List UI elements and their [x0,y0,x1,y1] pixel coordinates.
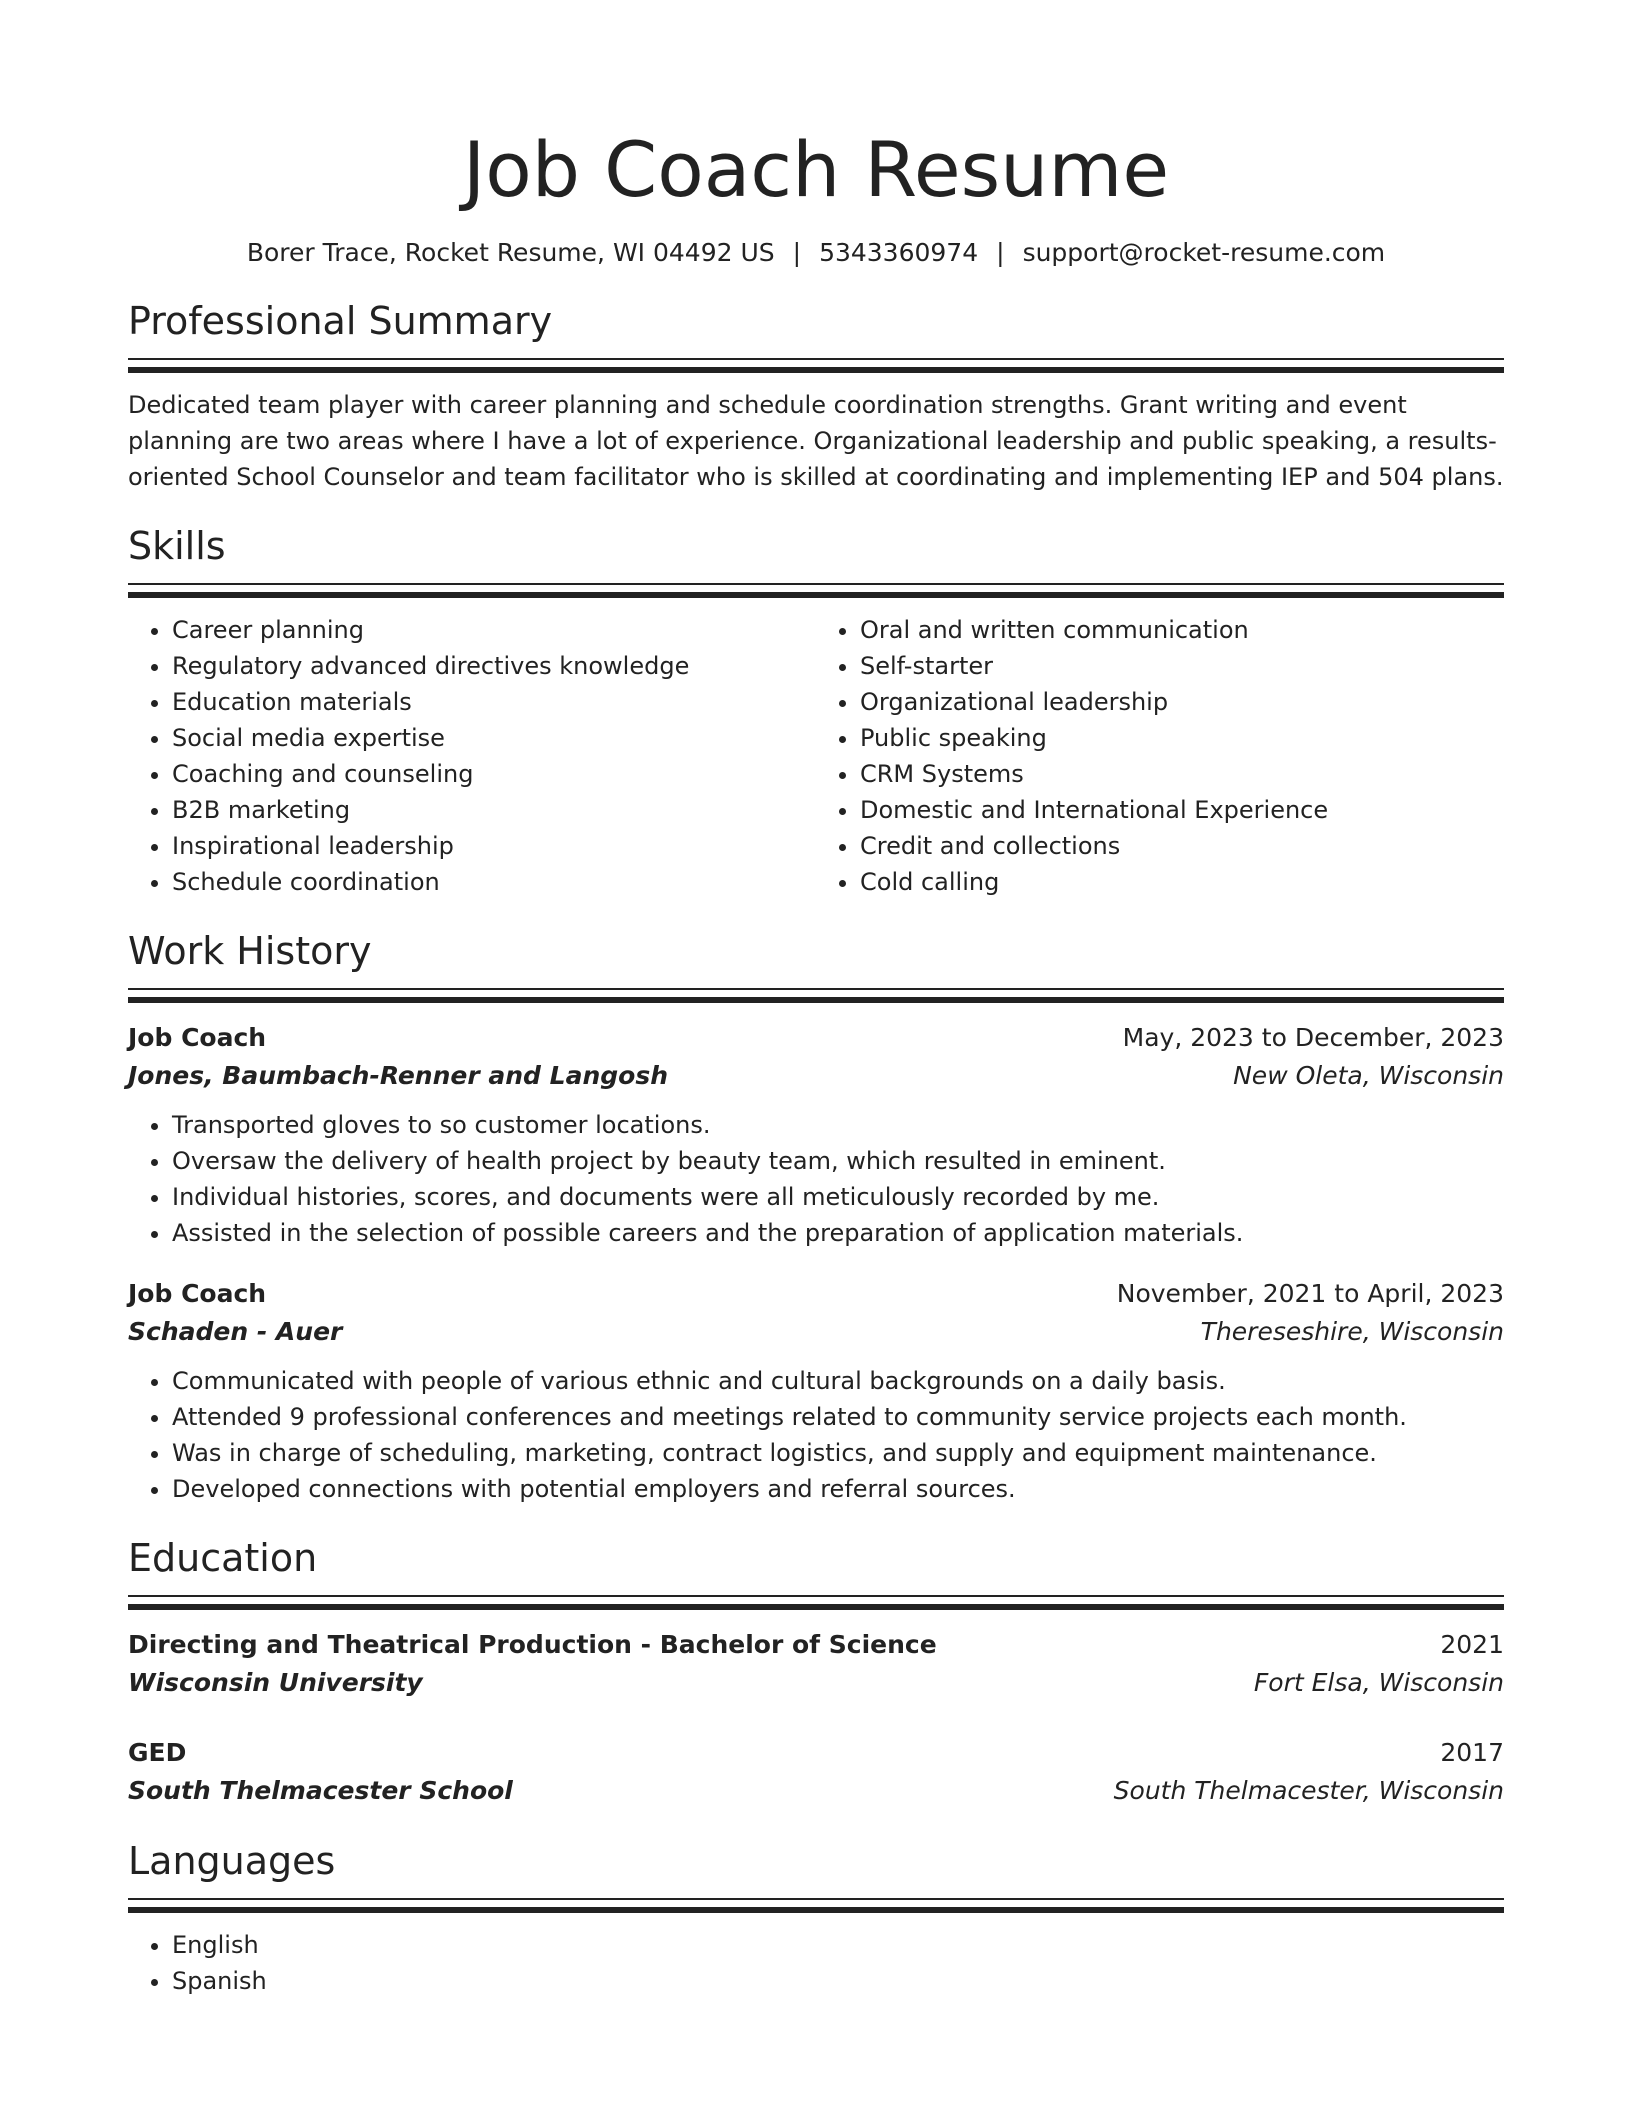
contact-email: support@rocket-resume.com [1022,238,1386,267]
job-bullet: • Transported gloves to so customer locations. [172,1107,1504,1143]
skills-column-right [816,612,1504,900]
languages-list [128,1927,1504,1999]
section-divider [128,358,1504,373]
job-bullet: • Assisted in the selection of possible careers and the preparation of application materials. [172,1215,1504,1251]
education-entry [128,1734,1504,1810]
section-heading-work-history: Work History [128,929,372,973]
job-bullet: • Oversaw the delivery of health project by beauty team, which resulted in eminent. [172,1143,1504,1179]
job-entry [128,1019,1504,1251]
job-bullet: • Developed connections with potential employers and referral sources. [172,1471,1504,1507]
contact-line [128,236,1504,270]
work-history-section [128,926,1504,1507]
education-section [128,1533,1504,1810]
job-title: Job Coach [128,1023,267,1052]
skill-item: • Social media expertise [172,720,816,756]
skill-item: • Public speaking [860,720,1504,756]
education-entry [128,1626,1504,1702]
skill-item: • Schedule coordination [172,864,816,900]
skills-section [128,521,1504,900]
summary-section [128,296,1504,495]
job-entry [128,1275,1504,1507]
job-bullet: • Communicated with people of various ethnic and cultural backgrounds on a daily basis. [172,1363,1504,1399]
skill-item: • Coaching and counseling [172,756,816,792]
section-divider [128,583,1504,598]
summary-text: Dedicated team player with career planning and schedule coordination strengths. Grant writing and event planning are two areas where I have a lot of experience. Organizational leadership and public speaking, a results-oriented School Counselor and team facilitator who is skilled at coordinating and implementing IEP and 504 plans. [128,391,1504,491]
section-heading-languages: Languages [128,1839,336,1883]
language-item: • English [172,1927,1504,1963]
skills-list [128,612,1504,900]
education-year: 2021 [1440,1630,1504,1659]
job-dates: November, 2021 to April, 2023 [1116,1279,1504,1308]
job-location: New Oleta, Wisconsin [1233,1061,1504,1090]
job-bullets [128,1363,1504,1507]
contact-separator: | [996,238,1005,267]
section-heading-skills: Skills [128,524,226,568]
job-dates: May, 2023 to December, 2023 [1122,1023,1504,1052]
education-location: South Thelmacester, Wisconsin [1113,1776,1504,1805]
skill-item: • Credit and collections [860,828,1504,864]
skill-item: • Self-starter [860,648,1504,684]
section-divider [128,1898,1504,1913]
section-heading-education: Education [128,1536,318,1580]
education-degree: Directing and Theatrical Production - Bachelor of Science [128,1630,937,1659]
contact-address: Borer Trace, Rocket Resume, WI 04492 US [246,238,775,267]
skill-item: • Oral and written communication [860,612,1504,648]
skill-item: • Domestic and International Experience [860,792,1504,828]
job-bullets [128,1107,1504,1251]
job-company: Schaden - Auer [128,1317,343,1346]
skill-item: • Inspirational leadership [172,828,816,864]
education-school: Wisconsin University [128,1668,423,1697]
skill-item: • B2B marketing [172,792,816,828]
education-degree: GED [128,1738,187,1767]
contact-separator: | [792,238,802,267]
job-location: Thereseshire, Wisconsin [1200,1317,1504,1346]
job-bullet: • Attended 9 professional conferences and meetings related to community service projects each month. [172,1399,1504,1435]
section-divider [128,988,1504,1003]
skills-column-left [128,612,816,900]
skill-item: • Regulatory advanced directives knowledge [172,648,816,684]
skill-item: • Organizational leadership [860,684,1504,720]
skill-item: • Cold calling [860,864,1504,900]
contact-phone: 5343360974 [819,238,979,267]
languages-section [128,1836,1504,1999]
skill-item: • Career planning [172,612,816,648]
education-year: 2017 [1440,1738,1504,1767]
skill-item: • Education materials [172,684,816,720]
job-bullet: • Individual histories, scores, and documents were all meticulously recorded by me. [172,1179,1504,1215]
section-heading-summary: Professional Summary [128,299,553,343]
language-item: • Spanish [172,1963,1504,1999]
job-title: Job Coach [128,1279,267,1308]
skill-item: • CRM Systems [860,756,1504,792]
job-company: Jones, Baumbach-Renner and Langosh [128,1061,669,1090]
education-school: South Thelmacester School [128,1776,513,1805]
section-divider [128,1595,1504,1610]
job-bullet: • Was in charge of scheduling, marketing, contract logistics, and supply and equipment maintenance. [172,1435,1504,1471]
resume-title: Job Coach Resume [462,125,1170,214]
education-location: Fort Elsa, Wisconsin [1253,1668,1504,1697]
